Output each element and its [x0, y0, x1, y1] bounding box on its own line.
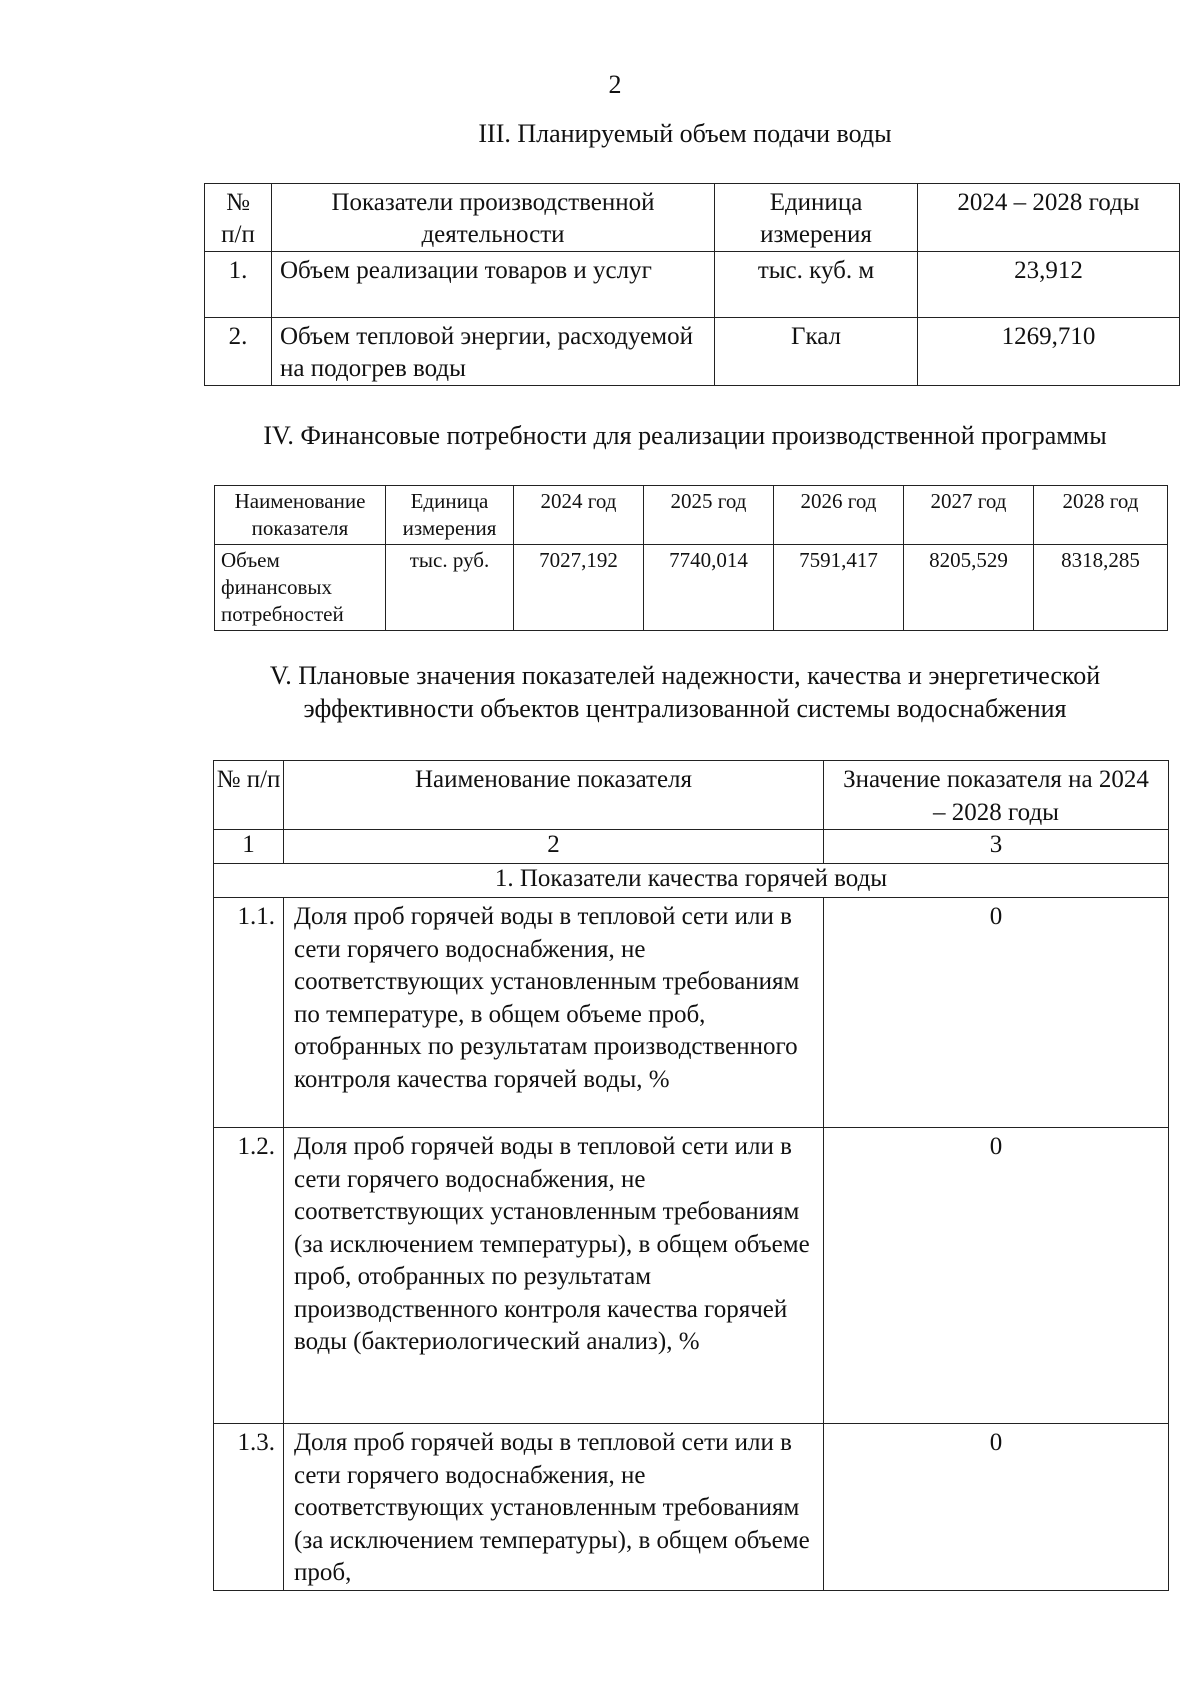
- header-indicator-value: Значение показателя на 2024 – 2028 годы: [824, 761, 1169, 830]
- row-indicator-name: Доля проб горячей воды в тепловой сети или в сети горячего водоснабжения, не соответствующих установленным требованиям (за исключением температуры), в общем объеме проб,: [284, 1424, 824, 1591]
- row-value: 1269,710: [918, 318, 1180, 386]
- row-unit: Гкал: [715, 318, 918, 386]
- header-name: Наименование показателя: [215, 486, 386, 545]
- value-2027: 8205,529: [904, 545, 1034, 631]
- value-2028: 8318,285: [1034, 545, 1168, 631]
- header-unit: Единица измерения: [386, 486, 514, 545]
- row-num: 1.1.: [214, 898, 284, 1128]
- section-3-title: III. Планируемый объем подачи воды: [478, 119, 892, 148]
- value-2026: 7591,417: [774, 545, 904, 631]
- table-row: [214, 1424, 1169, 1591]
- column-number: 2: [284, 830, 824, 864]
- table-row: [214, 1128, 1169, 1424]
- table-row: [205, 318, 1180, 386]
- section-5-title-line-1: V. Плановые значения показателей надежности, качества и энергетической: [269, 661, 1101, 690]
- section-5-title-line-2: эффективности объектов централизованной системы водоснабжения: [303, 694, 1067, 723]
- group-row: [214, 864, 1169, 898]
- table-row: [214, 898, 1169, 1128]
- header-num: № п/п: [205, 184, 272, 252]
- table-header-row: [205, 184, 1180, 252]
- header-unit: Единица измерения: [715, 184, 918, 252]
- header-indicator-name: Наименование показателя: [284, 761, 824, 830]
- page-number: 2: [608, 70, 622, 99]
- value-2024: 7027,192: [514, 545, 644, 631]
- row-num: 2.: [205, 318, 272, 386]
- row-indicator-value: 0: [824, 898, 1169, 1128]
- row-num: 1.2.: [214, 1128, 284, 1424]
- header-period: 2024 – 2028 годы: [918, 184, 1180, 252]
- header-indicator: Показатели производственной деятельности: [272, 184, 715, 252]
- section-4-title: IV. Финансовые потребности для реализации производственной программы: [263, 421, 1107, 450]
- supply-volume-table: [204, 183, 1180, 386]
- column-number: 3: [824, 830, 1169, 864]
- value-2025: 7740,014: [644, 545, 774, 631]
- header-year-2028: 2028 год: [1034, 486, 1168, 545]
- header-num: № п/п: [214, 761, 284, 830]
- table-header-row: [215, 486, 1168, 545]
- table-header-row: [214, 761, 1169, 830]
- row-value: 23,912: [918, 252, 1180, 318]
- header-year-2026: 2026 год: [774, 486, 904, 545]
- quality-indicators-table: [213, 760, 1169, 1591]
- row-num: 1.: [205, 252, 272, 318]
- row-indicator-name: Доля проб горячей воды в тепловой сети или в сети горячего водоснабжения, не соответствующих установленным требованиям (за исключением температуры), в общем объеме проб, отобранных по результатам производственного контроля качества горячей воды (бактериологический анализ), %: [284, 1128, 824, 1424]
- header-year-2025: 2025 год: [644, 486, 774, 545]
- column-numbers-row: [214, 830, 1169, 864]
- financial-needs-table: [214, 485, 1168, 631]
- row-indicator-value: 0: [824, 1128, 1169, 1424]
- row-indicator-value: 0: [824, 1424, 1169, 1591]
- table-row: [205, 252, 1180, 318]
- table-row: [215, 545, 1168, 631]
- header-year-2024: 2024 год: [514, 486, 644, 545]
- row-unit: тыс. куб. м: [715, 252, 918, 318]
- header-year-2027: 2027 год: [904, 486, 1034, 545]
- row-indicator: Объем тепловой энергии, расходуемой на подогрев воды: [272, 318, 715, 386]
- group-title: 1. Показатели качества горячей воды: [214, 864, 1169, 898]
- row-indicator-name: Доля проб горячей воды в тепловой сети или в сети горячего водоснабжения, не соответствующих установленным требованиям по температуре, в общем объеме проб, отобранных по результатам производственного контроля качества горячей воды, %: [284, 898, 824, 1128]
- row-indicator: Объем реализации товаров и услуг: [272, 252, 715, 318]
- row-unit: тыс. руб.: [386, 545, 514, 631]
- column-number: 1: [214, 830, 284, 864]
- row-name: Объем финансовых потребностей: [215, 545, 386, 631]
- row-num: 1.3.: [214, 1424, 284, 1591]
